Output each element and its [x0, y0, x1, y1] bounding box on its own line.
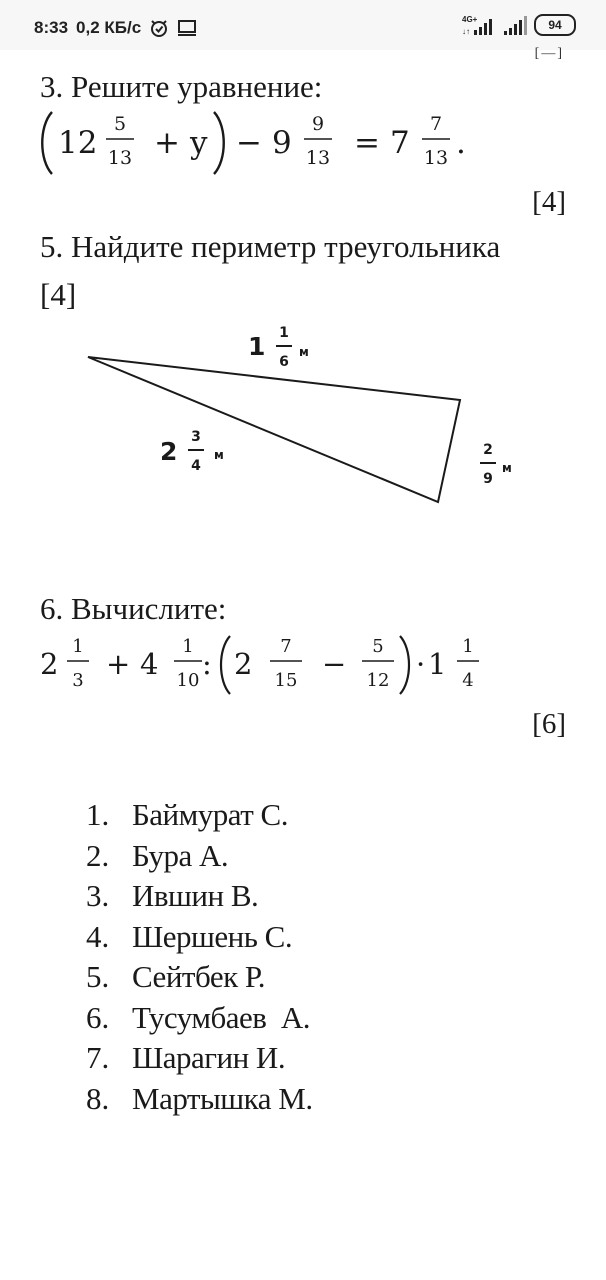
task5-title: 5. Найдите периметр треугольника: [40, 229, 501, 264]
ex-whole-2: 4: [140, 647, 159, 681]
ex-num-1: 1: [72, 636, 84, 657]
ex-whole-3: 2: [234, 647, 253, 681]
list-item-name: Мартышка М.: [132, 1080, 313, 1116]
task3-points: [4]: [532, 186, 566, 218]
ex-den-1: 3: [72, 670, 84, 691]
ex-den-3: 15: [274, 670, 298, 691]
paren-open: [42, 112, 52, 174]
ex-minus: −: [322, 647, 347, 681]
ex-den-4: 12: [366, 670, 390, 691]
ex-cdot: ·: [416, 647, 426, 681]
ex-num-3: 7: [280, 636, 292, 657]
svg-text:↓↑: ↓↑: [462, 27, 470, 36]
eq-num-3: 7: [429, 113, 443, 135]
side-left-unit: м: [214, 448, 224, 462]
ex-den-5: 4: [462, 670, 474, 691]
signal-icon-2: [502, 14, 528, 36]
side-left-den: 4: [191, 458, 201, 474]
list-item-number: 4.: [86, 918, 110, 954]
task6-title: 6. Вычислите:: [40, 591, 227, 626]
list-item-name: Бура А.: [132, 837, 229, 873]
student-list: [86, 795, 313, 1119]
triangle-figure: [80, 320, 540, 520]
triangle: [88, 357, 460, 502]
side-top-unit: м: [299, 345, 309, 359]
list-item-number: 3.: [86, 878, 110, 913]
status-left: [34, 18, 197, 38]
ex-den-2: 10: [176, 670, 200, 691]
list-item: [86, 1079, 313, 1120]
side-left-num: 3: [191, 429, 201, 445]
alarm-icon: [149, 18, 169, 38]
side-left-whole: 2: [160, 437, 178, 466]
ex-num-4: 5: [372, 636, 384, 657]
list-item-number: 8.: [86, 1080, 110, 1116]
paren-open: [221, 636, 230, 694]
eq-den-2: 13: [305, 147, 331, 169]
list-item: [86, 998, 313, 1039]
paren-close: [214, 112, 224, 174]
status-bar: [0, 0, 606, 50]
list-item-name: Ившин В.: [132, 878, 259, 913]
list-item: [86, 957, 313, 998]
side-right-unit: м: [502, 461, 512, 475]
ex-plus: +: [106, 647, 131, 681]
eq-variable: y: [190, 125, 208, 161]
list-item: [86, 876, 313, 917]
status-right: [462, 14, 576, 36]
net-speed: 0,2 КБ/с: [76, 18, 142, 37]
list-item-name: Тусумбаев А.: [132, 999, 311, 1035]
ex-whole-5: 1: [428, 647, 447, 681]
eq-num-2: 9: [311, 113, 325, 135]
side-top-den: 6: [279, 354, 289, 370]
task6-expression: [38, 630, 498, 700]
eq-den-1: 13: [107, 147, 133, 169]
signal-icon: [462, 14, 496, 36]
list-item-name: Баймурат С.: [132, 797, 288, 832]
screen-icon: [177, 19, 197, 37]
task3-equation: [36, 108, 486, 178]
eq-whole-2: 9: [272, 125, 292, 161]
list-item: [86, 917, 313, 958]
ex-colon: :: [202, 647, 212, 681]
list-item-number: 1.: [86, 797, 110, 832]
side-top-num: 1: [279, 325, 289, 341]
task6-points: [6]: [532, 708, 566, 740]
eq-num-1: 5: [113, 113, 127, 135]
eq-equals: =: [354, 125, 380, 161]
task3-title: 3. Решите уравнение:: [40, 69, 323, 104]
side-right-num: 2: [483, 442, 493, 458]
list-item-number: 7.: [86, 1040, 110, 1075]
list-item-name: Шершень С.: [132, 918, 293, 954]
eq-den-3: 13: [423, 147, 449, 169]
list-item: [86, 836, 313, 877]
list-item-number: 2.: [86, 837, 110, 873]
eq-plus: +: [154, 125, 180, 161]
paren-close: [400, 636, 409, 694]
eq-minus: −: [236, 125, 262, 161]
side-top-whole: 1: [248, 332, 266, 361]
ex-whole-1: 2: [40, 647, 59, 681]
eq-whole-3: 7: [390, 125, 410, 161]
list-item-name: Шарагин И.: [132, 1040, 286, 1075]
ex-num-2: 1: [182, 636, 194, 657]
clock: 8:33: [34, 18, 69, 37]
list-item-name: Сейтбек Р.: [132, 959, 266, 994]
list-item-number: 6.: [86, 999, 110, 1035]
list-item: [86, 1038, 313, 1079]
side-right-den: 9: [483, 471, 493, 487]
list-item: [86, 795, 313, 836]
svg-text:4G+: 4G+: [462, 15, 478, 24]
task5-points: [4]: [40, 277, 77, 312]
eq-whole-1: 12: [58, 125, 98, 161]
page-edge-mark: [—]: [534, 46, 564, 61]
ex-num-5: 1: [462, 636, 474, 657]
eq-dot: .: [456, 125, 466, 161]
list-item-number: 5.: [86, 959, 110, 994]
battery-icon: 94: [534, 14, 576, 36]
